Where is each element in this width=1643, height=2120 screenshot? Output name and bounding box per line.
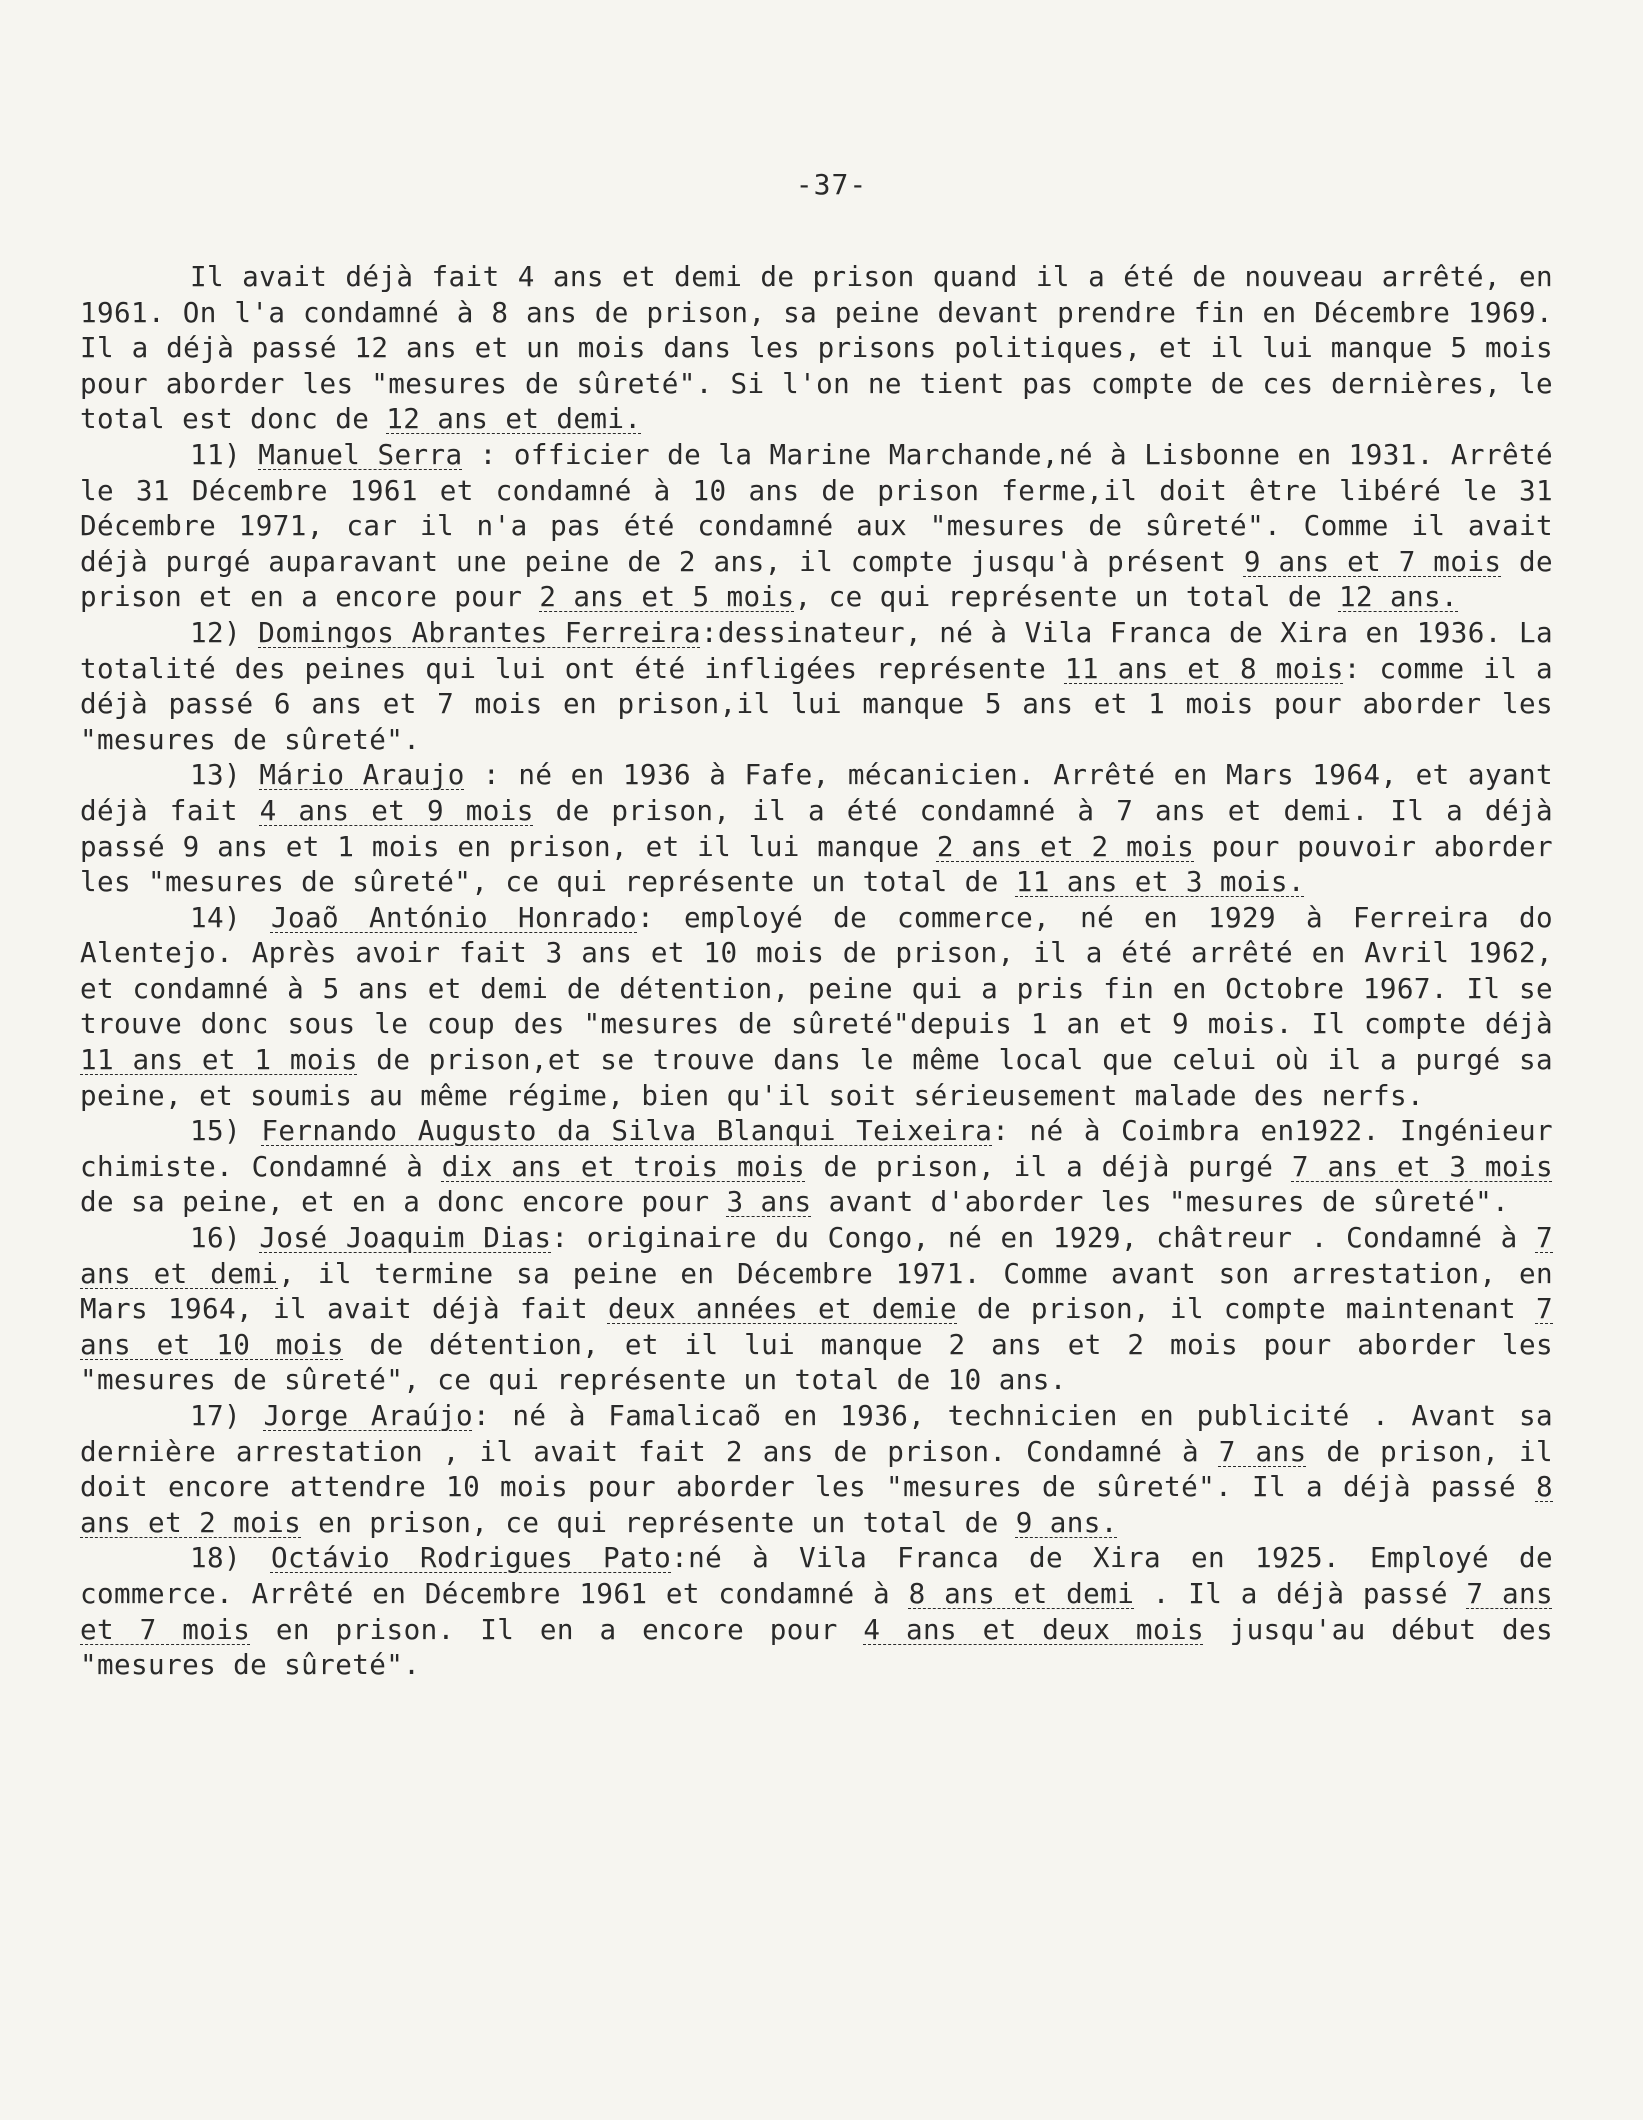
underlined-text: 7 ans et 3 mois bbox=[1291, 1149, 1553, 1183]
underlined-text: 4 ans et 9 mois bbox=[259, 793, 534, 827]
paragraph-entry-16 bbox=[80, 1220, 1553, 1398]
text-segment: de prison,et se trouve dans le même local que celui où il a purgé sa peine, et soumis au même régime, bien qu'il soit sérieusement malade des nerfs. bbox=[80, 1043, 1553, 1112]
paragraph-entry-13 bbox=[80, 757, 1553, 899]
underlined-text: 2 ans et 5 mois bbox=[539, 580, 795, 614]
underlined-text: José Joaquim Dias bbox=[259, 1221, 552, 1255]
underlined-text: 3 ans bbox=[726, 1185, 812, 1219]
text-segment: de prison, il doit encore attendre 10 mois pour aborder les "mesures de sûreté". Il a déjà passé bbox=[80, 1434, 1553, 1504]
text-segment: 17) bbox=[190, 1399, 264, 1432]
underlined-text: 7 ans et 7 mois bbox=[80, 1576, 1553, 1646]
paragraph-entry-18 bbox=[80, 1540, 1553, 1682]
text-segment: jusqu'au début des "mesures de sûreté". bbox=[80, 1612, 1553, 1682]
text-segment: de prison, il a été condamné à 7 ans et demi. Il a déjà passé 9 ans et 1 mois en prison, et il lui manque bbox=[80, 793, 1553, 863]
underlined-text: 9 ans. bbox=[1015, 1505, 1118, 1539]
underlined-text: Joaõ António Honrado bbox=[270, 900, 638, 934]
underlined-text: Fernando Augusto da Silva Blanqui Teixeira bbox=[261, 1114, 993, 1148]
paragraph-entry-15 bbox=[80, 1113, 1553, 1220]
text-segment: de sa peine, et en a donc encore pour bbox=[80, 1185, 727, 1219]
underlined-text: 8 ans et demi bbox=[908, 1576, 1135, 1610]
underlined-text: Manuel Serra bbox=[258, 437, 463, 471]
text-segment: 18) bbox=[190, 1541, 271, 1575]
underlined-text: 7 ans et demi bbox=[80, 1221, 1553, 1290]
underlined-text: Mário Araujo bbox=[259, 758, 465, 792]
text-segment: : comme il a déjà passé 6 ans et 7 mois en prison,il lui manque 5 ans et 1 mois pour aborder les "mesures de sûreté". bbox=[80, 651, 1553, 756]
paragraph-entry-11 bbox=[80, 437, 1553, 615]
underlined-text: deux années et demie bbox=[607, 1292, 957, 1326]
underlined-text: 7 ans et 10 mois bbox=[80, 1292, 1553, 1361]
text-segment: Il avait déjà fait 4 ans et demi de prison quand il a été de nouveau arrêté, en 1961. On l'a condamné à 8 ans de prison, sa peine devant prendre fin en Décembre 1969. Il a déjà passé 12 ans et un mois dans les prisons politiques, et il lui manque 5 mois pour aborder les "mesures de sûreté". Si l'on ne tient pas compte de ces dernières, le total est donc de bbox=[80, 260, 1553, 436]
underlined-text: 4 ans et deux mois bbox=[863, 1612, 1204, 1646]
text-segment: : né à Famalicaõ en 1936, technicien en publicité . Avant sa dernière arrestation , il avait fait 2 ans de prison. Condamné à bbox=[80, 1399, 1553, 1468]
text-segment: 13) bbox=[190, 758, 260, 792]
text-segment: , il termine sa peine en Décembre 1971. Comme avant son arrestation, en Mars 1964, il avait déjà fait bbox=[80, 1256, 1553, 1326]
underlined-text: 2 ans et 2 mois bbox=[936, 829, 1195, 863]
text-segment: : né à Coimbra en1922. Ingénieur chimiste. Condamné à bbox=[80, 1114, 1553, 1183]
text-segment: . Il a déjà passé bbox=[1134, 1576, 1467, 1610]
text-segment: : officier de la Marine Marchande,né à Lisbonne en 1931. Arrêté le 31 Décembre 1961 et condamné à 10 ans de prison ferme,il doit être libéré le 31 Décembre 1971, car il n'a pas été condamné aux "mesures de sûreté". Comme il avait déjà purgé auparavant une peine de 2 ans, il compte jusqu'à présent bbox=[80, 437, 1553, 578]
underlined-text: 12 ans et demi. bbox=[386, 402, 642, 436]
text-segment: :dessinateur, né à Vila Franca de Xira en 1936. La totalité des peines qui lui ont été infligées représente bbox=[80, 615, 1553, 685]
text-segment: :né à Vila Franca de Xira en 1925. Employé de commerce. Arrêté en Décembre 1961 et condamné à bbox=[80, 1541, 1553, 1610]
text-segment: en prison, ce qui représente un total de bbox=[301, 1505, 1016, 1539]
underlined-text: Jorge Araújo bbox=[263, 1399, 473, 1432]
paragraph-entry-12 bbox=[80, 615, 1553, 757]
text-segment: , ce qui représente un total de bbox=[794, 580, 1339, 614]
underlined-text: 12 ans. bbox=[1338, 580, 1459, 614]
underlined-text: 11 ans et 1 mois bbox=[80, 1043, 358, 1077]
text-segment: en prison. Il en a encore pour bbox=[250, 1612, 864, 1646]
document-body bbox=[80, 259, 1553, 1683]
text-segment: 16) bbox=[190, 1221, 260, 1255]
text-segment: 14) bbox=[190, 900, 271, 934]
text-segment: : employé de commerce, né en 1929 à Ferreira do Alentejo. Après avoir fait 3 ans et 10 mois de prison, il a été arrêté en Avril 1962, et condamné à 5 ans et demi de détention, peine qui a pris fin en Octobre 1967. Il se trouve donc sous le coup des "mesures de sûreté"depuis 1 an et 9 mois. Il compte déjà bbox=[80, 900, 1553, 1041]
text-segment: de prison, il a déjà purgé bbox=[805, 1149, 1292, 1183]
underlined-text: 8 ans et 2 mois bbox=[80, 1470, 1553, 1539]
page-number: -37- bbox=[795, 168, 868, 201]
text-segment: 12) bbox=[190, 615, 259, 649]
underlined-text: 7 ans bbox=[1218, 1434, 1307, 1468]
underlined-text: 11 ans et 8 mois bbox=[1064, 651, 1344, 685]
paragraph-entry-17 bbox=[80, 1398, 1553, 1540]
text-segment: de prison, il compte maintenant bbox=[957, 1292, 1536, 1326]
underlined-text: Octávio Rodrigues Pato bbox=[270, 1541, 672, 1575]
text-segment: de prison et en a encore pour bbox=[80, 544, 1553, 614]
underlined-text: 9 ans et 7 mois bbox=[1243, 544, 1502, 578]
underlined-text: 11 ans et 3 mois. bbox=[1015, 865, 1305, 899]
underlined-text: Domingos Abrantes Ferreira bbox=[258, 615, 701, 649]
text-segment: avant d'aborder les "mesures de sûreté". bbox=[811, 1185, 1510, 1219]
text-segment: 15) bbox=[190, 1114, 262, 1148]
paragraph-continuation bbox=[80, 259, 1553, 437]
text-segment: pour pouvoir aborder les "mesures de sûreté", ce qui représente un total de bbox=[80, 829, 1553, 899]
text-segment: : né en 1936 à Fafe, mécanicien. Arrêté en Mars 1964, et ayant déjà fait bbox=[80, 758, 1553, 827]
paragraph-entry-14 bbox=[80, 900, 1553, 1114]
underlined-text: dix ans et trois mois bbox=[441, 1149, 805, 1183]
text-segment: de détention, et il lui manque 2 ans et 2 mois pour aborder les "mesures de sûreté", ce qui représente un total de 10 ans. bbox=[80, 1327, 1553, 1397]
text-segment: : originaire du Congo, né en 1929, châtreur . Condamné à bbox=[551, 1221, 1536, 1255]
text-segment: 11) bbox=[190, 437, 259, 471]
